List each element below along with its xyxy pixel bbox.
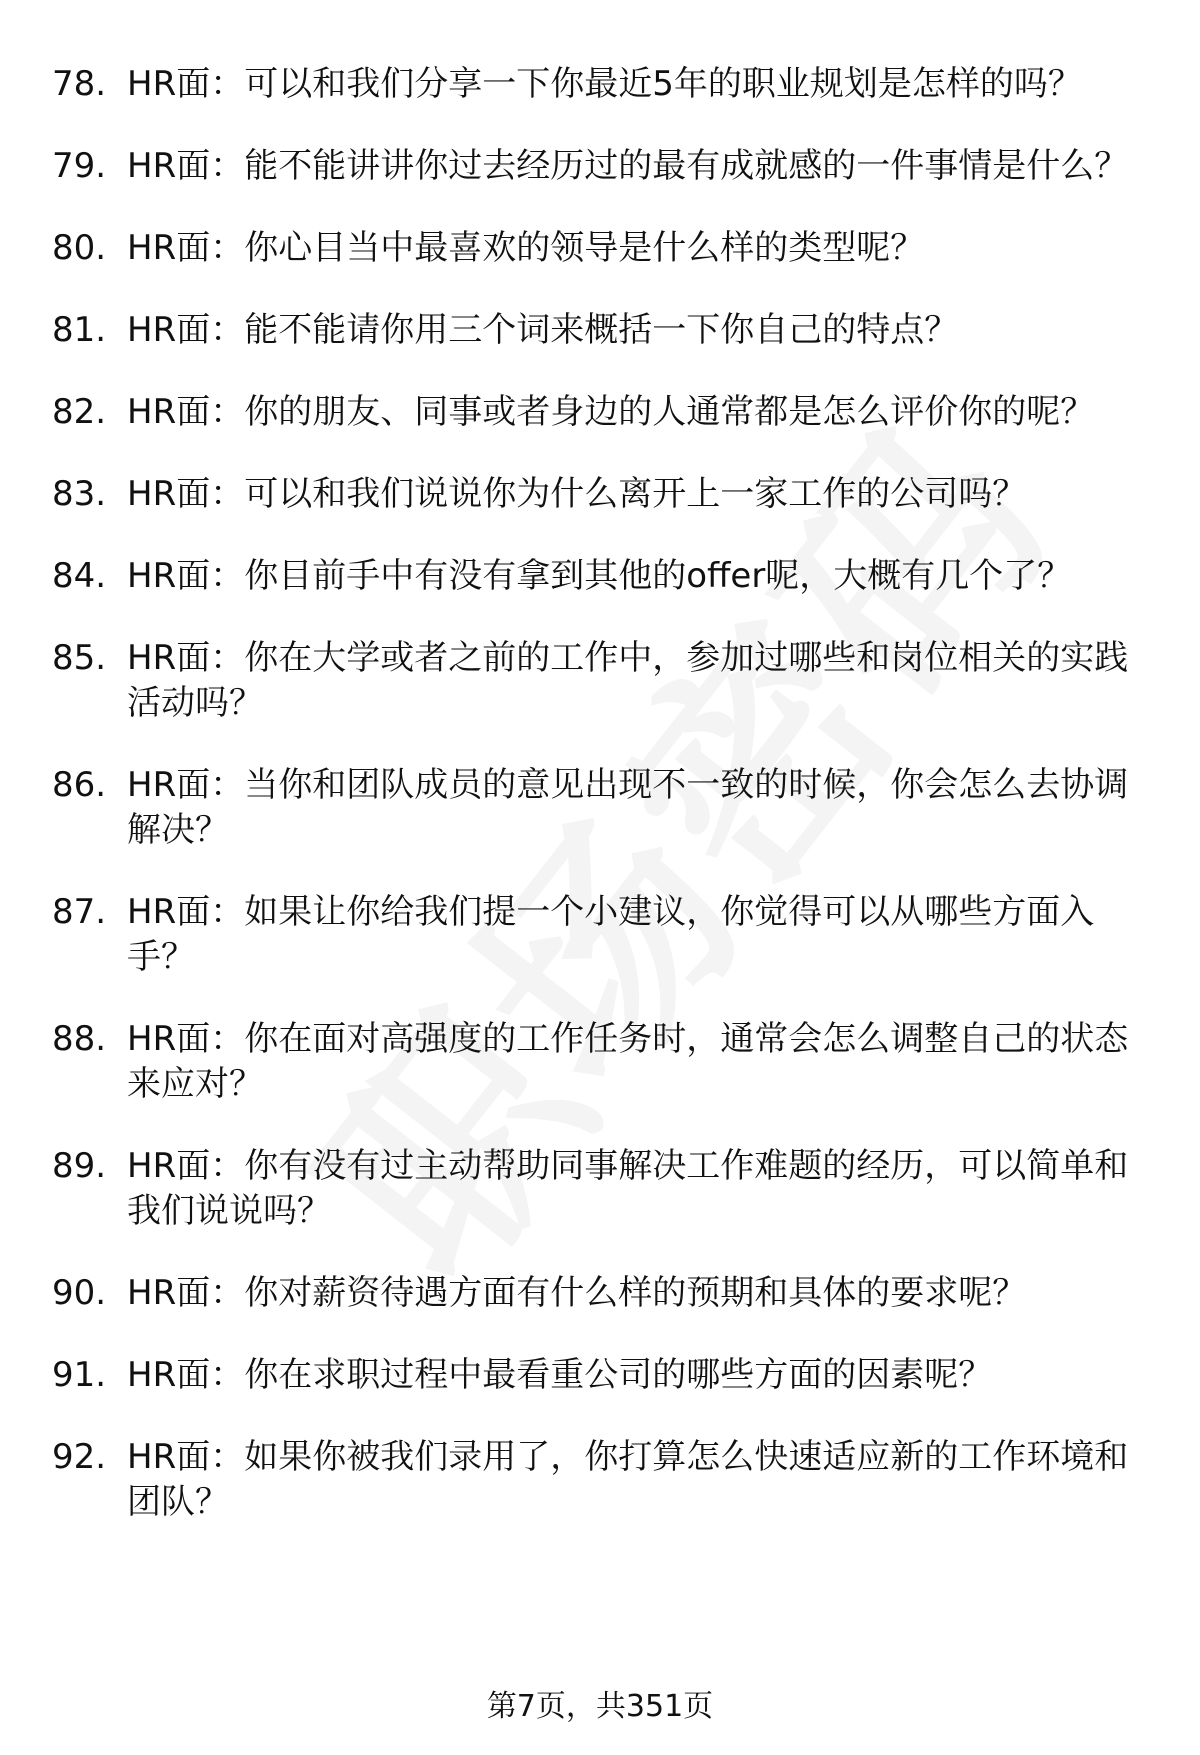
question-item: [52, 763, 1162, 853]
question-text: HR面：你的朋友、同事或者身边的人通常都是怎么评价你的呢？: [127, 392, 1095, 432]
question-item: [52, 1353, 1162, 1398]
question-item: [52, 1435, 1162, 1525]
question-text: HR面：你目前手中有没有拿到其他的offer呢，大概有几个了？: [127, 556, 1072, 596]
page-footer: [0, 1687, 1200, 1727]
question-number: 79.: [52, 146, 107, 186]
question-text: HR面：你在大学或者之前的工作中，参加过哪些和岗位相关的实践活动吗？: [127, 638, 1129, 723]
question-number: 80.: [52, 228, 107, 268]
question-item: [52, 472, 1162, 517]
question-item: [52, 1271, 1162, 1316]
question-number: 86.: [52, 765, 107, 805]
question-list: [52, 62, 1162, 1525]
question-number: 91.: [52, 1355, 107, 1395]
question-text: HR面：能不能请你用三个词来概括一下你自己的特点？: [127, 310, 959, 350]
question-item: [52, 890, 1162, 980]
question-item: [52, 308, 1162, 353]
question-number: 83.: [52, 474, 107, 514]
question-number: 82.: [52, 392, 107, 432]
question-item: [52, 1144, 1162, 1234]
question-text: HR面：你心目当中最喜欢的领导是什么样的类型呢？: [127, 228, 925, 268]
question-item: [52, 62, 1162, 107]
question-text: HR面：可以和我们说说你为什么离开上一家工作的公司吗？: [127, 474, 1027, 514]
question-number: 78.: [52, 64, 107, 104]
question-text: HR面：你在求职过程中最看重公司的哪些方面的因素呢？: [127, 1355, 993, 1395]
question-text: HR面：如果你被我们录用了，你打算怎么快速适应新的工作环境和团队？: [127, 1437, 1129, 1522]
question-text: HR面：能不能讲讲你过去经历过的最有成就感的一件事情是什么？: [127, 146, 1129, 186]
question-text: HR面：当你和团队成员的意见出现不一致的时候，你会怎么去协调解决？: [127, 765, 1129, 850]
question-number: 85.: [52, 638, 107, 678]
question-text: HR面：你对薪资待遇方面有什么样的预期和具体的要求呢？: [127, 1273, 1027, 1313]
question-number: 88.: [52, 1019, 107, 1059]
question-item: [52, 636, 1162, 726]
question-text: HR面：如果让你给我们提一个小建议，你觉得可以从哪些方面入手？: [127, 892, 1095, 977]
question-text: HR面：你在面对高强度的工作任务时，通常会怎么调整自己的状态来应对？: [127, 1019, 1129, 1104]
question-text: HR面：可以和我们分享一下你最近5年的职业规划是怎样的吗？: [127, 64, 1082, 104]
question-number: 81.: [52, 310, 107, 350]
question-number: 90.: [52, 1273, 107, 1313]
question-item: [52, 554, 1162, 599]
question-item: [52, 226, 1162, 271]
question-number: 87.: [52, 892, 107, 932]
question-item: [52, 144, 1162, 189]
question-item: [52, 390, 1162, 435]
page-number-label: 第7页，共351页: [486, 1689, 714, 1724]
question-number: 92.: [52, 1437, 107, 1477]
question-text: HR面：你有没有过主动帮助同事解决工作难题的经历，可以简单和我们说说吗？: [127, 1146, 1129, 1231]
question-item: [52, 1017, 1162, 1107]
question-number: 84.: [52, 556, 107, 596]
question-number: 89.: [52, 1146, 107, 1186]
